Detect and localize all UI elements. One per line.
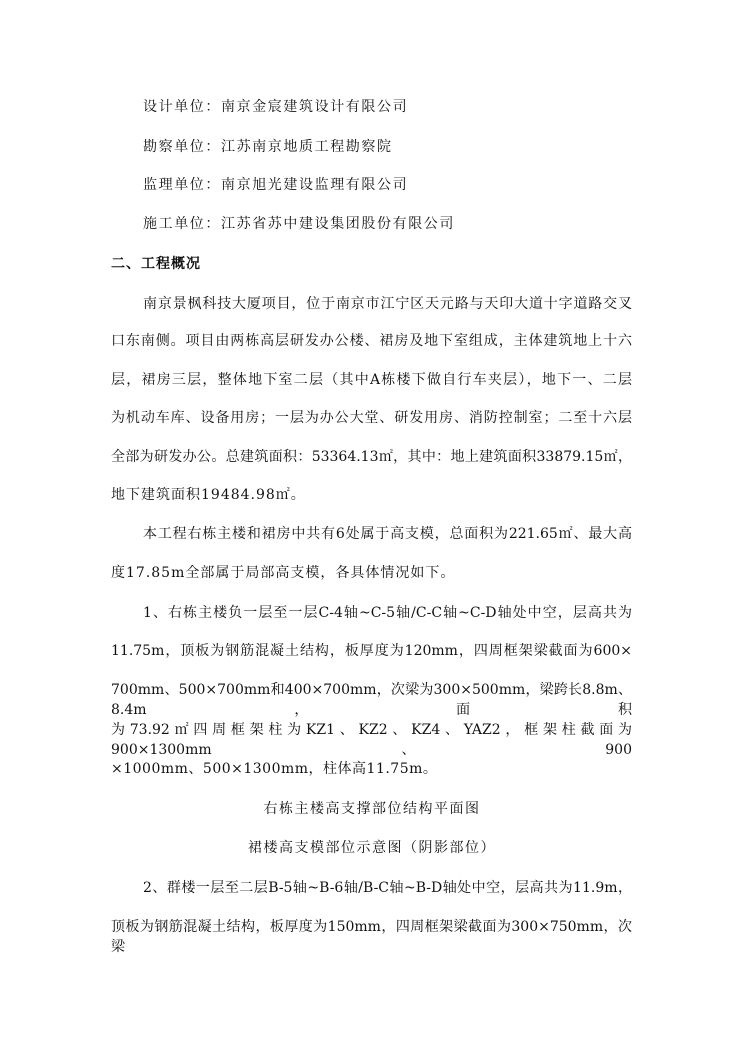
paragraph-line: 1、右栋主楼负一层至一层C-4轴~C-5轴/C-C轴~C-D轴处中空，层高共为 — [143, 605, 632, 621]
construction-unit: 施工单位：江苏省苏中建设集团股份有限公司 — [143, 216, 455, 232]
paragraph-line: 口东南侧。项目由两栋高层研发办公楼、裙房及地下室组成，主体建筑地上十六 — [111, 333, 632, 349]
section-heading: 二、工程概况 — [111, 256, 201, 272]
paragraph-line: 南京景枫科技大厦项目，位于南京市江宁区天元路与天印大道十字道路交叉 — [143, 296, 632, 312]
paragraph-line: 700mm、500×700mm和400×700mm，次梁为300×500mm，梁跨长8.8m、8.4m，面积 — [111, 682, 632, 718]
paragraph-line: 地下建筑面积19484.98㎡。 — [111, 487, 306, 503]
survey-unit: 勘察单位：江苏南京地质工程勘察院 — [143, 139, 393, 155]
paragraph-line: 本工程右栋主楼和裙房中共有6处属于高支模，总面积为221.65㎡、最大高 — [143, 526, 632, 542]
paragraph-line: ×1000mm、500×1300mm，柱体高11.75m。 — [111, 761, 438, 777]
figure-caption: 右栋主楼高支撑部位结构平面图 — [263, 801, 481, 817]
paragraph-line: 为机动车库、设备用房；一层为办公大堂、研发用房、消防控制室；二至十六层 — [111, 410, 632, 426]
design-unit: 设计单位：南京金宸建筑设计有限公司 — [143, 99, 409, 115]
figure-caption: 裙楼高支模部位示意图（阴影部位） — [248, 840, 496, 856]
paragraph-line: 2、群楼一层至二层B-5轴~B-6轴/B-C轴~B-D轴处中空，层高共为11.9m， — [143, 880, 632, 896]
paragraph-line: 全部为研发办公。总建筑面积：53364.13㎡，其中：地上建筑面积33879.15㎡， — [111, 449, 632, 465]
paragraph-line: 层，裙房三层，整体地下室二层（其中A栋楼下做自行车夹层），地下一、二层 — [111, 372, 632, 388]
paragraph-line: 为73.92㎡四周框架柱为KZ1、KZ2、KZ4、YAZ2，框架柱截面为900×1300mm、900 — [111, 722, 632, 758]
paragraph-line: 11.75m，顶板为钢筋混凝土结构，板厚度为120mm，四周框架梁截面为600× — [111, 643, 632, 659]
paragraph-line: 度17.85m全部属于局部高支模，各具体情况如下。 — [111, 565, 456, 581]
paragraph-line: 顶板为钢筋混凝土结构，板厚度为150mm，四周框架梁截面为300×750mm，次梁 — [111, 919, 632, 955]
supervision-unit: 监理单位：南京旭光建设监理有限公司 — [143, 177, 409, 193]
